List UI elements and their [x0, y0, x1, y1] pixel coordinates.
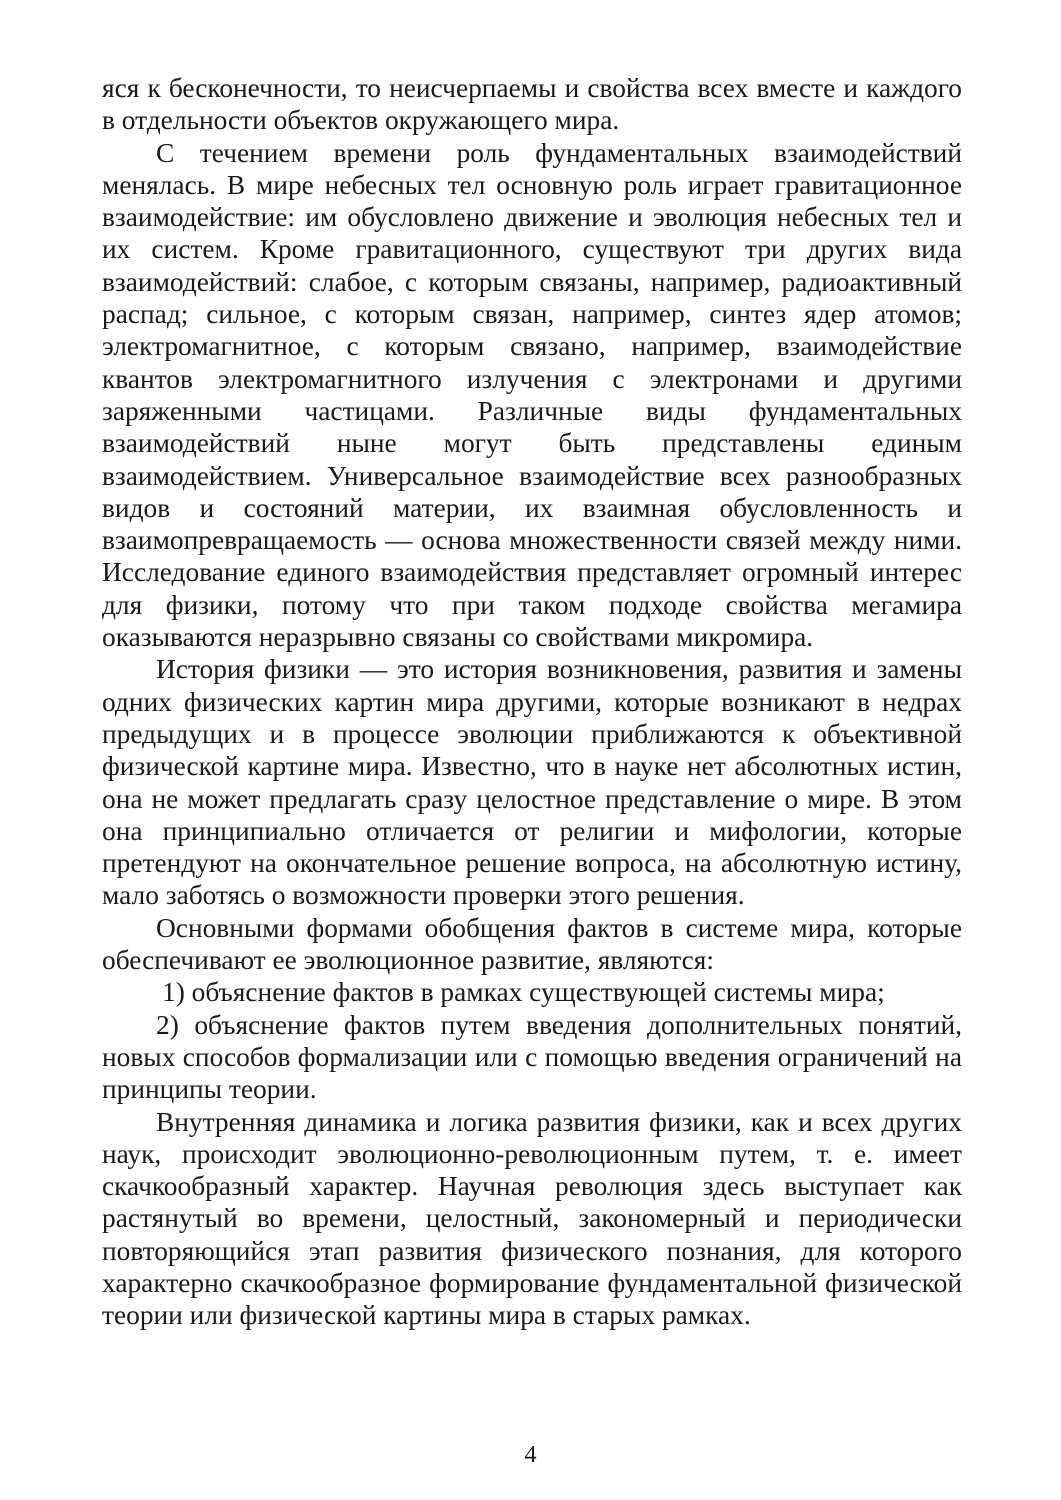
paragraph-continued: яся к бесконечности, то неисчерпаемы и свойства всех вместе и каждого в отдельности объектов окружающего мира. — [102, 73, 962, 136]
paragraph-internal-dynamics: Внутренняя динамика и логика развития физики, как и всех других наук, происходит эволюционно-революционным путем, т. е. имеет скачкообразный характер. Научная революция здесь выступает как растянутый во времени, целостный, закономерный и периодически повторяющийся этап развития физического познания, для которого характерно скачкообразное формирование фундаментальной физической теории или физической картины мира в старых рамках. — [102, 1106, 962, 1331]
page-number: 4 — [524, 1442, 537, 1468]
paragraph-fundamental-interactions: С течением времени роль фундаментальных взаимодействий менялась. В мире небесных тел основную роль играет гравитационное взаимодействие: им обусловлено движение и эволюция небесных тел и их систем. Кроме гравитационного, существуют три других вида взаимодействий: слабое, с которым связаны, например, радиоактивный распад; сильное, с которым связан, например, синтез ядер атомов; электромагнитное, с которым связано, например, взаимодействие квантов электромагнитного излучения с электронами и другими заряженными частицами. Различные виды фундаментальных взаимодействий ныне могут быть представлены единым взаимодействием. Универсальное взаимодействие всех разнообразных видов и состояний материи, их взаимная обусловленность и взаимопревращаемость — основа множественности связей между ними. Исследование единого взаимодействия представляет огромный интерес для физики, потому что при таком подходе свойства мегамира оказываются неразрывно связаны со свойствами микромира. — [102, 137, 962, 653]
list-item-2: 2) объяснение фактов путем введения дополнительных понятий, новых способов формализации или с помощью введения ограничений на принципы теории. — [102, 1009, 962, 1105]
paragraph-history-of-physics: История физики — это история возникновения, развития и замены одних физических картин мира другими, которые возникают в недрах предыдущих и в процессе эволюции приближаются к объективной физической картине мира. Известно, что в науке нет абсолютных истин, она не может предлагать сразу целостное представление о мире. В этом она принципиально отличается от религии и мифологии, которые претендуют на окончательное решение вопроса, на абсолютную истину, мало заботясь о возможности проверки этого решения. — [102, 654, 962, 911]
body-text — [102, 72, 962, 1332]
list-item-1: 1) объяснение фактов в рамках существующей системы мира; — [162, 977, 885, 1008]
paragraph-forms-of-generalization: Основными формами обобщения фактов в системе мира, которые обеспечивают ее эволюционное развитие, являются: — [102, 912, 962, 976]
